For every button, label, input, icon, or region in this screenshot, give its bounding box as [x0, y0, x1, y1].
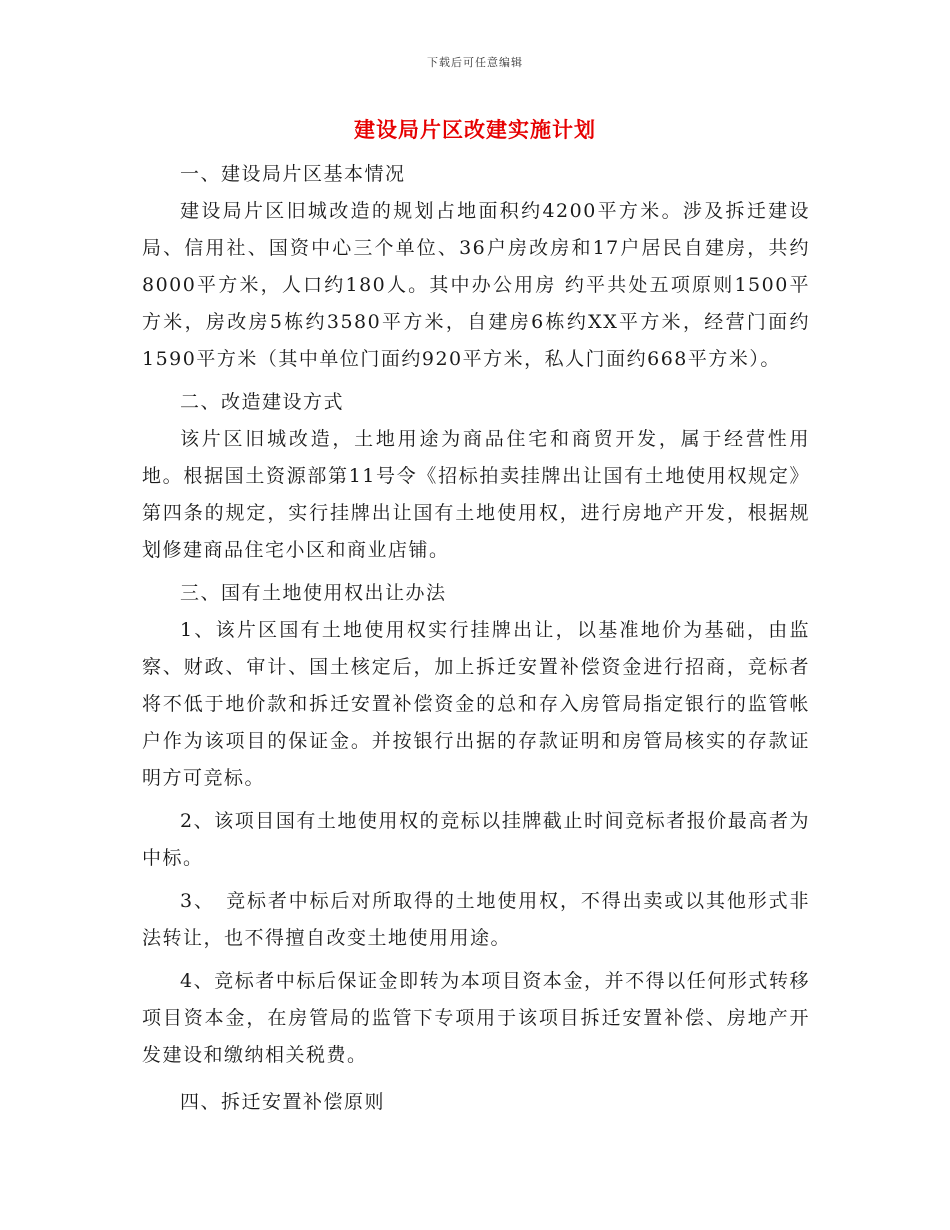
document-title: 建设局片区改建实施计划	[354, 117, 596, 142]
section-heading: 二、改造建设方式	[180, 391, 345, 413]
paragraph: 该片区旧城改造，土地用途为商品住宅和商贸开发，属于经营性用地。根据国土资源部第11号令《招标拍卖挂牌出让国有土地使用权规定》第四条的规定，实行挂牌出让国有土地使用权，进行房地产开发，根据规划修建商品住宅小区和商业店铺。	[142, 428, 810, 561]
paragraph: 建设局片区旧城改造的规划占地面积约4200平方米。涉及拆迁建设局、信用社、国资中心三个单位、36户房改房和17户居民自建房，共约8000平方米，人口约180人。其中办公用房 约平共处五项原则1500平方米，房改房5栋约3580平方米，自建房6栋约XX平方米，经营门面约1590平方米（其中单位门面约920平方米，私人门面约668平方米）。	[142, 200, 810, 370]
header-note: 下载后可任意编辑	[427, 56, 523, 69]
paragraph: 1、该片区国有土地使用权实行挂牌出让，以基准地价为基础，由监察、财政、审计、国土核定后，加上拆迁安置补偿资金进行招商，竞标者将不低于地价款和拆迁安置补偿资金的总和存入房管局指定银行的监管帐户作为该项目的保证金。并按银行出据的存款证明和房管局核实的存款证明方可竞标。	[142, 619, 810, 789]
section-heading: 四、拆迁安置补偿原则	[180, 1091, 386, 1113]
paragraph: 2、该项目国有土地使用权的竞标以挂牌截止时间竞标者报价最高者为中标。	[142, 810, 810, 869]
section-heading: 三、国有土地使用权出让办法	[180, 582, 447, 604]
document-body	[142, 156, 810, 1121]
paragraph: 3、 竞标者中标后对所取得的土地使用权，不得出卖或以其他形式非法转让，也不得擅自改变土地使用用途。	[142, 890, 810, 949]
paragraph: 4、竞标者中标后保证金即转为本项目资本金，并不得以任何形式转移项目资本金，在房管局的监管下专项用于该项目拆迁安置补偿、房地产开发建设和缴纳相关税费。	[142, 970, 810, 1066]
section-heading: 一、建设局片区基本情况	[180, 163, 406, 185]
